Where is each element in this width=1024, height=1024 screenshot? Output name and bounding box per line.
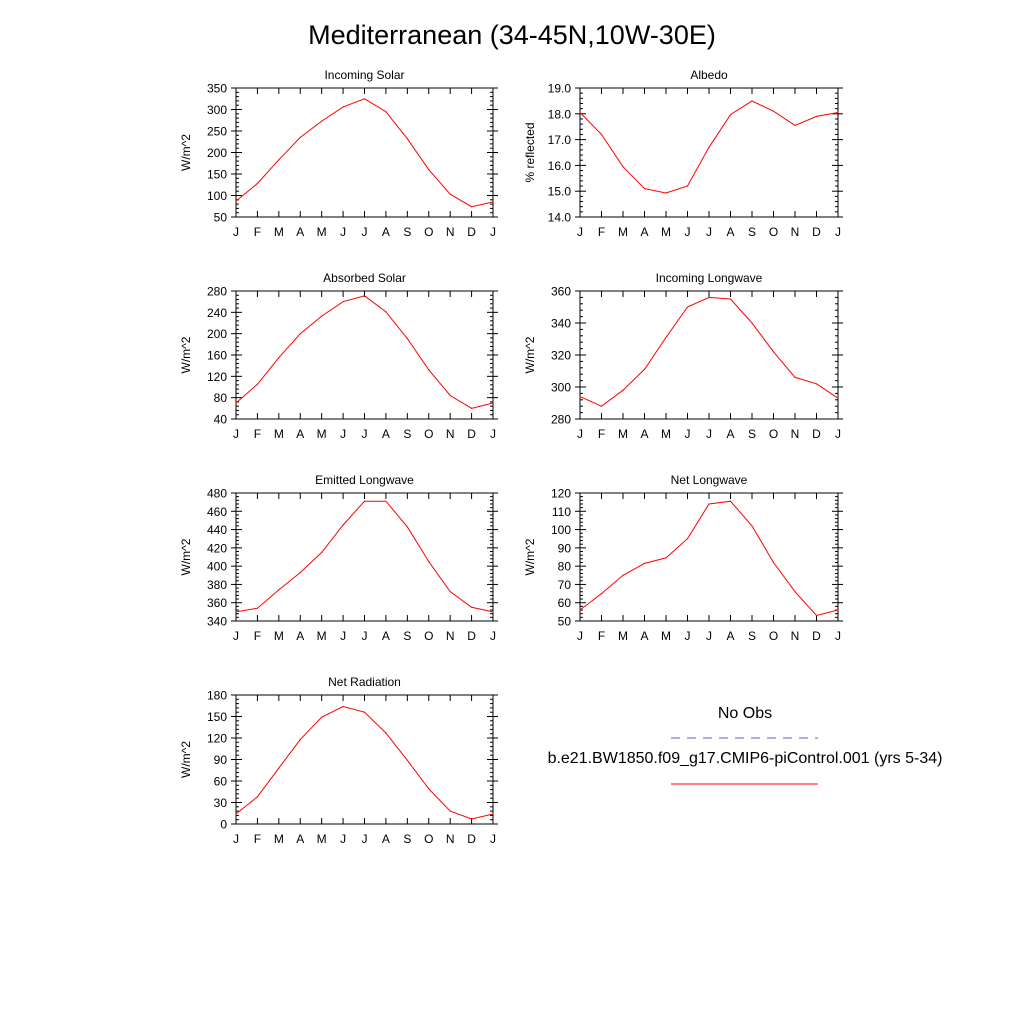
data-point (343, 301, 344, 302)
y-tick-label: 50 (213, 210, 227, 225)
y-tick-label: 90 (557, 541, 571, 556)
series-line (580, 501, 838, 615)
figure-title: Mediterranean (34-45N,10W-30E) (308, 20, 716, 50)
data-point (385, 311, 386, 312)
panel-title: Incoming Longwave (655, 271, 763, 285)
data-point (321, 552, 322, 553)
x-tick-label: J (233, 629, 239, 643)
y-tick-label: 80 (213, 391, 227, 406)
panel-7 (179, 675, 498, 846)
data-point (665, 192, 666, 193)
data-point (407, 760, 408, 761)
data-point (773, 351, 774, 352)
y-tick-label: 150 (206, 710, 227, 724)
x-tick-label: O (768, 629, 779, 643)
data-point (773, 111, 774, 112)
x-tick-label: O (768, 225, 779, 239)
x-tick-label: J (490, 629, 496, 643)
x-tick-label: S (747, 225, 757, 239)
data-point (257, 796, 258, 797)
y-tick-label: 300 (550, 380, 571, 395)
data-point (601, 406, 602, 407)
x-tick-label: F (597, 629, 606, 643)
x-tick-label: D (467, 832, 476, 846)
x-tick-label: A (296, 225, 305, 239)
x-tick-label: F (253, 832, 262, 846)
series-line (236, 501, 493, 612)
y-tick-label: 200 (206, 327, 227, 342)
data-point (385, 501, 386, 502)
data-point (385, 111, 386, 112)
data-point (278, 357, 279, 358)
x-tick-label: M (316, 629, 327, 643)
data-point (235, 611, 236, 612)
x-tick-label: J (684, 629, 691, 643)
y-tick-label: 440 (206, 523, 227, 538)
data-point (343, 524, 344, 525)
x-tick-label: A (640, 225, 649, 239)
x-tick-label: J (361, 629, 368, 643)
data-point (257, 183, 258, 184)
data-point (644, 369, 645, 370)
x-tick-label: N (790, 225, 800, 239)
data-point (665, 557, 666, 558)
y-tick-label: 90 (213, 753, 227, 767)
x-tick-label: J (361, 427, 368, 441)
plot-frame (580, 88, 838, 217)
x-tick-label: M (273, 225, 284, 239)
panel-title: Emitted Longwave (315, 473, 414, 487)
data-point (622, 575, 623, 576)
data-point (730, 114, 731, 115)
data-point (407, 338, 408, 339)
data-point (730, 298, 731, 299)
y-tick-label: 120 (550, 486, 571, 501)
x-tick-label: J (684, 427, 691, 441)
x-tick-label: D (467, 629, 476, 643)
x-tick-label: J (233, 225, 239, 239)
x-tick-label: O (424, 629, 434, 643)
panel-5 (179, 473, 498, 643)
data-point (751, 525, 752, 526)
data-point (471, 408, 472, 409)
data-point (579, 396, 580, 397)
x-tick-label: J (835, 427, 841, 441)
data-point (450, 395, 451, 396)
data-point (428, 169, 429, 170)
y-tick-label: 400 (206, 559, 227, 574)
x-tick-label: J (340, 832, 347, 846)
y-tick-label: 16.0 (547, 158, 571, 173)
y-tick-label: 15.0 (547, 184, 571, 199)
x-tick-label: M (618, 427, 628, 441)
x-tick-label: A (726, 225, 735, 239)
x-tick-label: M (316, 225, 327, 239)
x-tick-label: J (706, 629, 712, 643)
plot-frame (236, 695, 493, 824)
plot-frame (580, 493, 838, 621)
x-tick-label: A (381, 427, 390, 441)
data-point (794, 591, 795, 592)
series-line (236, 707, 493, 820)
y-tick-label: 280 (550, 412, 571, 427)
y-axis-label: % reflected (523, 122, 537, 183)
y-tick-label: 40 (213, 412, 227, 427)
x-tick-label: J (340, 629, 347, 643)
data-point (343, 106, 344, 107)
x-tick-label: M (661, 225, 671, 239)
data-point (321, 121, 322, 122)
y-tick-label: 14.0 (547, 210, 571, 225)
panel-6 (523, 473, 843, 643)
data-point (257, 384, 258, 385)
data-point (343, 706, 344, 707)
data-point (364, 98, 365, 99)
data-point (450, 811, 451, 812)
x-tick-label: M (618, 629, 628, 643)
y-tick-label: 350 (206, 81, 227, 96)
x-tick-label: A (640, 629, 649, 643)
y-tick-label: 380 (206, 577, 227, 592)
y-tick-label: 100 (206, 189, 227, 203)
y-axis-label: W/m^2 (523, 336, 537, 374)
panel-title: Net Longwave (670, 473, 748, 487)
data-point (471, 206, 472, 207)
x-tick-label: D (467, 225, 476, 239)
data-point (794, 125, 795, 126)
x-tick-label: D (812, 629, 821, 643)
x-tick-label: S (403, 629, 412, 643)
data-point (837, 609, 838, 610)
data-point (278, 768, 279, 769)
data-point (773, 562, 774, 563)
data-point (730, 501, 731, 502)
y-axis-label: W/m^2 (179, 336, 193, 374)
y-tick-label: 300 (206, 103, 227, 117)
x-tick-label: O (768, 427, 779, 441)
x-tick-label: O (424, 427, 434, 441)
y-tick-label: 0 (220, 817, 227, 832)
panel-title: Incoming Solar (324, 68, 405, 82)
y-tick-label: 480 (206, 486, 227, 501)
data-point (708, 297, 709, 298)
x-tick-label: J (233, 832, 239, 846)
x-tick-label: J (684, 225, 691, 239)
x-tick-label: N (445, 427, 455, 441)
data-point (816, 383, 817, 384)
y-tick-label: 280 (206, 284, 227, 299)
x-tick-label: D (467, 427, 476, 441)
y-tick-label: 18.0 (547, 107, 571, 122)
y-tick-label: 60 (213, 774, 227, 789)
data-point (794, 377, 795, 378)
data-point (428, 788, 429, 789)
x-tick-label: N (790, 629, 800, 643)
data-point (816, 116, 817, 117)
data-point (601, 134, 602, 135)
legend-obs-label: No Obs (717, 705, 773, 722)
data-point (601, 593, 602, 594)
x-tick-label: N (445, 832, 455, 846)
data-point (687, 306, 688, 307)
y-tick-label: 460 (206, 504, 227, 519)
data-point (471, 818, 472, 819)
x-tick-label: J (340, 427, 347, 441)
data-point (450, 591, 451, 592)
data-point (622, 390, 623, 391)
data-point (816, 615, 817, 616)
x-tick-label: F (253, 225, 262, 239)
x-tick-label: J (340, 225, 347, 239)
panel-4 (523, 271, 843, 441)
panel-2 (523, 68, 843, 239)
x-tick-label: J (577, 629, 583, 643)
x-tick-label: A (296, 629, 305, 643)
y-tick-label: 340 (550, 316, 571, 331)
x-tick-label: M (273, 832, 284, 846)
x-tick-label: A (296, 832, 305, 846)
data-point (644, 563, 645, 564)
x-tick-label: O (424, 832, 434, 846)
x-tick-label: S (747, 629, 757, 643)
x-tick-label: F (597, 427, 606, 441)
data-point (837, 398, 838, 399)
x-tick-label: S (403, 225, 412, 239)
y-tick-label: 120 (206, 731, 227, 746)
x-tick-label: A (381, 629, 390, 643)
data-point (407, 526, 408, 527)
data-point (278, 589, 279, 590)
data-point (235, 402, 236, 403)
y-tick-label: 150 (206, 167, 227, 182)
data-point (428, 369, 429, 370)
data-point (579, 112, 580, 113)
y-tick-label: 30 (213, 796, 227, 810)
plot-frame (236, 493, 493, 621)
data-point (364, 295, 365, 296)
data-point (300, 137, 301, 138)
x-tick-label: D (812, 427, 821, 441)
x-tick-label: N (790, 427, 800, 441)
panel-title: Absorbed Solar (323, 271, 406, 285)
data-point (492, 813, 493, 814)
data-point (687, 185, 688, 186)
panel-3 (179, 271, 498, 441)
y-axis-label: W/m^2 (179, 134, 193, 171)
x-tick-label: M (618, 225, 628, 239)
y-tick-label: 250 (206, 124, 227, 139)
data-point (622, 166, 623, 167)
x-tick-label: J (577, 427, 583, 441)
data-point (471, 607, 472, 608)
x-tick-label: A (726, 427, 735, 441)
data-point (751, 322, 752, 323)
data-point (364, 501, 365, 502)
x-tick-label: N (445, 629, 455, 643)
x-tick-label: M (273, 427, 284, 441)
y-tick-label: 420 (206, 541, 227, 556)
data-point (428, 561, 429, 562)
y-tick-label: 110 (551, 504, 571, 519)
y-axis-label: W/m^2 (179, 741, 193, 778)
data-point (492, 611, 493, 612)
y-tick-label: 360 (206, 596, 227, 611)
panel-title: Albedo (690, 68, 728, 82)
x-tick-label: F (253, 629, 262, 643)
x-tick-label: O (424, 225, 434, 239)
x-tick-label: J (706, 427, 712, 441)
y-axis-label: W/m^2 (523, 538, 537, 576)
data-point (837, 112, 838, 113)
y-tick-label: 160 (206, 348, 227, 363)
data-point (708, 147, 709, 148)
data-point (300, 572, 301, 573)
data-point (751, 100, 752, 101)
y-tick-label: 100 (550, 523, 571, 538)
x-tick-label: J (835, 629, 841, 643)
x-tick-label: M (661, 427, 671, 441)
data-point (257, 608, 258, 609)
x-tick-label: M (316, 427, 327, 441)
series-line (236, 296, 493, 409)
series-line (580, 297, 838, 406)
data-point (665, 337, 666, 338)
data-point (364, 712, 365, 713)
x-tick-label: F (597, 225, 606, 239)
legend-model-label: b.e21.BW1850.f09_g17.CMIP6-piControl.001 (yrs 5-34) (547, 750, 943, 767)
x-tick-label: J (577, 225, 583, 239)
x-tick-label: A (640, 427, 649, 441)
x-tick-label: F (253, 427, 262, 441)
x-tick-label: N (445, 225, 455, 239)
x-tick-label: J (361, 832, 368, 846)
y-tick-label: 240 (206, 305, 227, 320)
y-tick-label: 70 (557, 577, 571, 592)
data-point (321, 316, 322, 317)
y-tick-label: 340 (206, 614, 227, 629)
x-tick-label: S (403, 832, 412, 846)
x-tick-label: M (661, 629, 671, 643)
x-tick-label: D (812, 225, 821, 239)
data-point (644, 188, 645, 189)
data-point (300, 739, 301, 740)
y-tick-label: 60 (557, 596, 571, 611)
y-tick-label: 50 (557, 614, 571, 629)
series-line (236, 99, 493, 207)
x-tick-label: S (403, 427, 412, 441)
data-point (492, 402, 493, 403)
y-tick-label: 120 (206, 369, 227, 384)
x-tick-label: A (381, 225, 390, 239)
x-tick-label: J (490, 225, 496, 239)
panel-1 (179, 68, 498, 239)
data-point (235, 813, 236, 814)
y-tick-label: 180 (206, 688, 227, 703)
plot-frame (236, 88, 493, 217)
y-tick-label: 17.0 (547, 133, 571, 148)
data-point (579, 609, 580, 610)
data-point (235, 201, 236, 202)
data-point (300, 333, 301, 334)
x-tick-label: A (381, 832, 390, 846)
data-point (278, 159, 279, 160)
x-tick-label: M (316, 832, 327, 846)
x-tick-label: J (835, 225, 841, 239)
y-tick-label: 80 (557, 559, 571, 574)
data-point (385, 732, 386, 733)
y-tick-label: 320 (550, 348, 571, 363)
x-tick-label: M (273, 629, 284, 643)
data-point (407, 138, 408, 139)
y-tick-label: 360 (550, 284, 571, 299)
x-tick-label: A (296, 427, 305, 441)
x-tick-label: J (233, 427, 239, 441)
data-point (492, 201, 493, 202)
x-tick-label: J (490, 427, 496, 441)
plot-frame (580, 291, 838, 419)
data-point (708, 503, 709, 504)
panel-title: Net Radiation (328, 675, 401, 689)
plot-frame (236, 291, 493, 419)
x-tick-label: A (726, 629, 735, 643)
x-tick-label: S (747, 427, 757, 441)
y-tick-label: 200 (206, 146, 227, 160)
data-point (450, 194, 451, 195)
x-tick-label: J (490, 832, 496, 846)
y-axis-label: W/m^2 (179, 538, 193, 576)
data-point (321, 717, 322, 718)
data-point (687, 538, 688, 539)
y-tick-label: 19.0 (547, 81, 571, 96)
x-tick-label: J (361, 225, 368, 239)
x-tick-label: J (706, 225, 712, 239)
